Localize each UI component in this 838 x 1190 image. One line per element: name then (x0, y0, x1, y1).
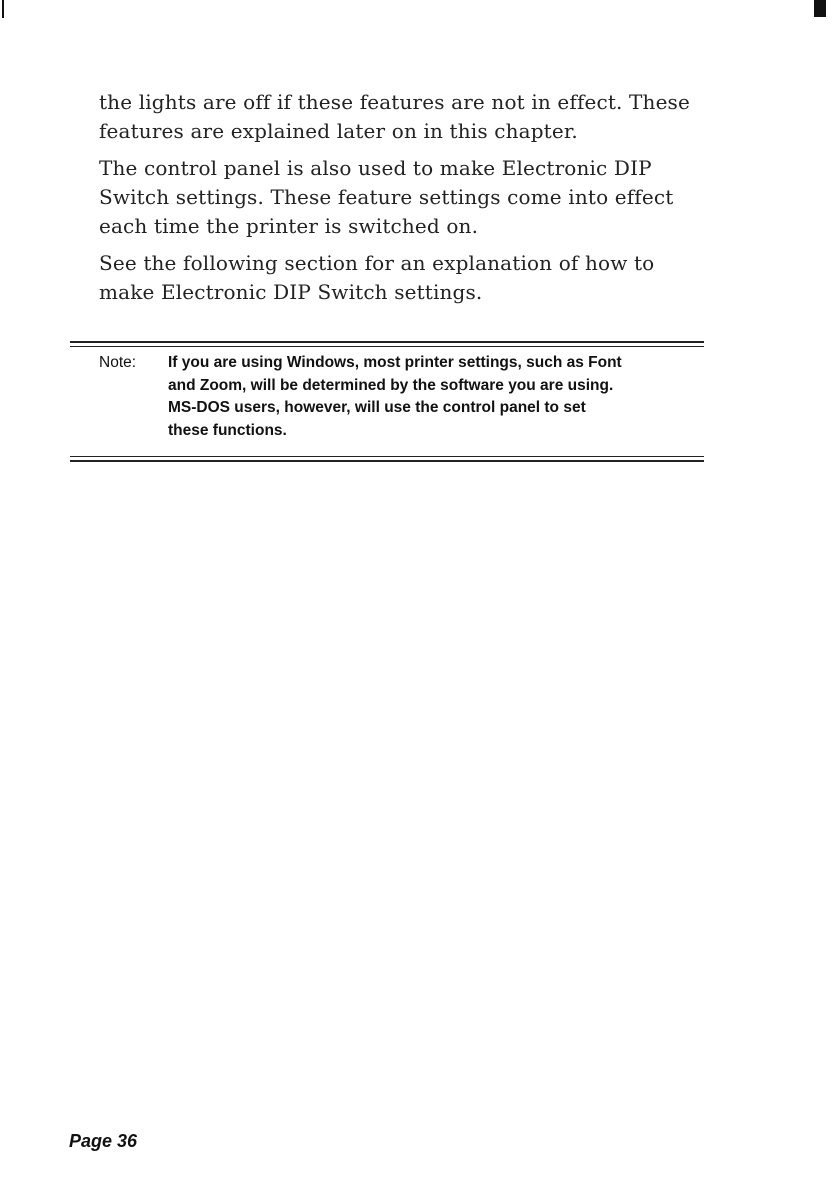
paragraph-line: make Electronic DIP Switch settings. (99, 280, 483, 304)
note-top-rule-thick (70, 341, 704, 343)
paragraph-line: See the following section for an explanation of how to (99, 251, 655, 275)
note-bottom-rule-thick (70, 460, 704, 462)
note-line: If you are using Windows, most printer settings, such as Font (168, 354, 622, 371)
paragraph-3 (99, 249, 719, 307)
paragraph-line: each time the printer is switched on. (99, 214, 479, 238)
note-line: and Zoom, will be determined by the software you are using. (168, 376, 614, 394)
scan-edge-mark-left (2, 0, 4, 18)
note-line: MS-DOS users, however, will use the control panel to set (168, 399, 586, 416)
note-line: these functions. (168, 421, 287, 439)
paragraph-line: The control panel is also used to make Electronic DIP (99, 156, 652, 180)
note-top-rule-thin (70, 346, 704, 347)
paragraph-line: the lights are off if these features are not in effect. These (99, 90, 690, 114)
note-bottom-rule-thin (70, 456, 704, 457)
paragraph-2 (99, 154, 719, 241)
scan-edge-mark-right (814, 0, 826, 17)
note-label: Note: (99, 354, 137, 371)
paragraph-1 (99, 88, 719, 146)
paragraph-line: features are explained later on in this chapter. (99, 119, 578, 143)
body-text (99, 88, 719, 315)
page-number: Page 36 (69, 1131, 138, 1151)
note-text (168, 352, 622, 442)
paragraph-line: Switch settings. These feature settings come into effect (99, 185, 674, 209)
